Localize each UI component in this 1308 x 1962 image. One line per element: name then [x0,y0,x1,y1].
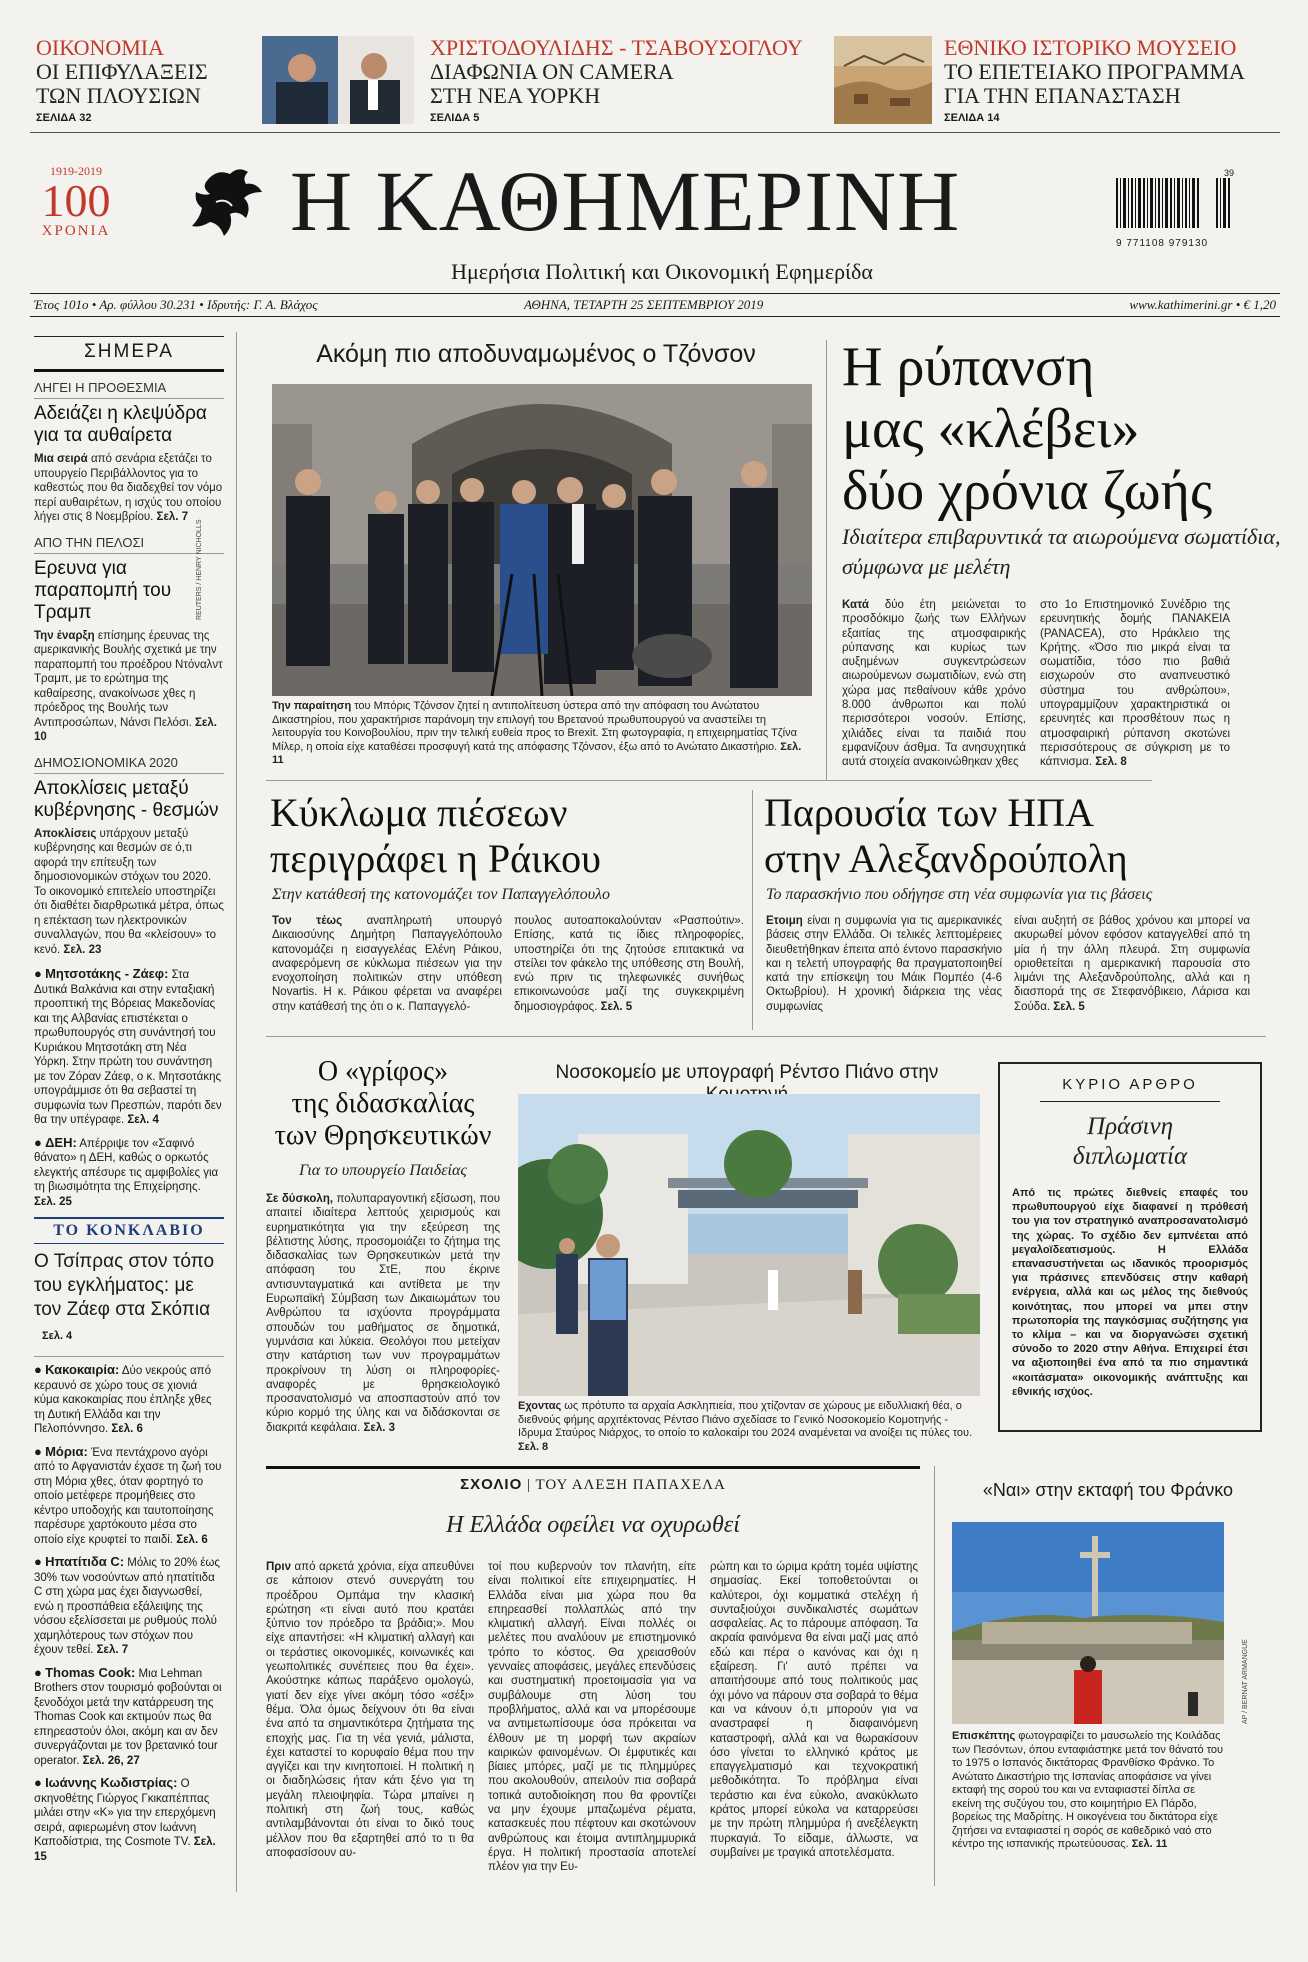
johnson-photo [272,384,812,696]
left-bullet-item[interactable] [34,1776,224,1864]
issue-info [34,297,1280,315]
bullet-text: Μόλις το 20% έως 30% των νοσούντων από ηπατίτιδα C στη χώρα μας έχει διαγνωσθεί, ενώ η προσπάθεια εξάλειψης της νόσου εξελίσσεται με ρυθμούς πολύ χαμηλότερους των στόχων που έχουν τεθεί. [34,1557,220,1656]
left-story-lead: Αποκλίσεις [34,827,97,840]
left-story-ref: Σελ. 7 [156,511,189,523]
franco-photo [952,1522,1224,1724]
usa-col-2 [1014,914,1250,1014]
bullet-lead: Κακοκαιρία: [45,1362,120,1377]
franco-caption-lead: Επισκέπτης [952,1730,1016,1742]
usa-headline-2: στην Αλεξανδρούπολη [764,836,1128,881]
johnson-caption-text: του Μπόρις Τζόνσον ζητεί η αντιπολίτευση ύστερα από την απόφαση του Ανώτατου Δικαστηρίου, που χαρακτήρισε παράνομη την επιλογή του Βρετανού πρωθυπουργού να αναστείλει τη λειτουργία του Κοινοβουλίου, πριν την τελική ευθεία προς το Brexit. Στη φωτογραφία, η επιχειρηματίας Τζίνα Μίλερ, η οποία είχε καταθέσει προσφυγή κατά της απόφασης Τζόνσον, έξω από το Ανώτατο Δικαστήριο. [272,700,797,753]
comment-col-1 [266,1560,474,1860]
hospital-caption-lead: Εχοντας [518,1400,562,1412]
raikou-col-1 [272,914,502,1014]
comment-col-2: τοί που κυβερνούν τον πλανήτη, είτε είναι πολιτικοί είτε επιχειρηματίες. Η Ελλάδα είναι μια χώρα που θα επηρεασθεί πολλαπλώς από την κλιματική αλλαγή. Είναι πολλές οι μελέτες που αναλύουν με επιστημονικό τρόπο το κόστος. Θα χρειασθούν γενναίες αποφάσεις, μεγάλες επενδύσεις και συστηματική προετοιμασία για να συμβάλουμε στη λύση του προβλήματος, αλλά και να μπορέσουμε να αντιμετωπίσουμε όσα πρόκειται να έλθουν με τη μορφή των ακραίων καιρικών φαινομένων. Οι έμφυτικές και βίαιες μπόρες, μαζί με τις πλημμύρες που ακολουθούν, απειλούν πια σοβαρά τοπικά αυτοδιοίκηση που θα φροντίζει να μην έχουμε μπαζωμένα ρέματα, κατασκευές που πέφτουν και σκοτώνουν ανθρώπους και έτοιμα αντιπλημμυρικά έργα. Η πολιτική προστασία αποτελεί πλέον για την Ευ- [488,1561,696,1874]
teaser-3-sub2: ΓΙΑ ΤΗΝ ΕΠΑΝΑΣΤΑΣΗ [944,83,1181,108]
editorial-title-1: Πράσινη [1087,1113,1173,1140]
left-story[interactable] [34,755,224,958]
bullet-icon: ● [34,966,42,981]
pollution-col-1-lead: Κατά [842,599,869,611]
teaser-3-title: ΕΘΝΙΚΟ ΙΣΤΟΡΙΚΟ ΜΟΥΣΕΙΟ [944,35,1237,60]
usa-col-1-text: είναι η συμφωνία για τις αμερικανικές βάσεις στην Ελλάδα. Οι τελικές λεπτομέρειες διευθετήθηκαν έπειτα από έντονο παρασκήνιο και η τελετή υπογραφής θα πραγματοποιηθεί κατά την επίσκεψη του Μάικ Πομπέο (4-6 Οκτωβρίου). Η χρονική διάρκεια της νέας συμφωνίας [766,915,1002,1013]
franco-kicker[interactable]: «Ναι» στην εκταφή του Φράνκο [982,1480,1234,1500]
usa-deck: Το παρασκήνιο που οδήγησε στη νέα συμφωνία για τις βάσεις [766,886,1153,903]
pollution-headline-3: δύο χρόνια ζωής [842,460,1213,522]
masthead-rule-bottom [30,316,1280,317]
bullet-text: Ο σκηνοθέτης Γιώργος Γκικαπέππας μιλάει στην «Κ» για την επερχόμενη σειρά, αφιερωμένη στον Ιωάννη Καποδίστρια, της Cosmote TV. [34,1778,216,1848]
comment-col-1-text: από αρκετά χρόνια, είχα απευθύνει σε κάποιον στενό συνεργάτη του προέδρου Ομπάμα την κλασική ερώτηση «τι είναι αυτό που κρατάει ξύπνιο τον πρόεδρο τα βράδια;». Μου είχε απαντήσει: «Η κλιματική αλλαγή και οι τεράστιες οικονομικές, κοινωνικές και γεωπολιτικές συνέπειες που θα έχει». Ακούστηκε κάπως παράξενο ομολογώ, γιατί δεν είχε γίνει ακόμη τόσο «σέξι» θέμα. Όλα όμως δείχνουν ότι θα είναι ένα από τα σημαντικότερα ζητήματα της εποχής μας. Για τη νέα γενιά, μάλιστα, έχει καταστεί το κορυφαίο θέμα που την αγγίζει και την κινητοποιεί. Η πολιτική η οι διαδηλώσεις ήταν κάτι ξένο για τη μεγάλη πλειοψηφία. Τώρα μπαίνει η πολιτική στη ζωή τους, καθώς αντιλαμβάνονται ότι είναι το δικό τους μέλλον που θα εξαρτηθεί από το τι θα αποφασίσουν αυ- [266,1561,474,1859]
teaser-2-page: ΣΕΛΙΔΑ 5 [430,112,480,124]
bullet-lead: Thomas Cook: [45,1664,136,1680]
left-bullet-item[interactable] [34,1666,224,1769]
left-story-body [34,629,224,745]
raikou-col-1-text: αναπληρωτή υπουργό Δικαιοσύνης Δημήτρη Παπαγγελόπουλο κατονομάζει η εισαγγελέας Ελένη Ράικου, αναφερόμενη σε κύκλωμα πιέσεων για την ενοχοποίηση πολιτικών στην υπόθεση Novartis. Η κ. Ράικου φέρεται να αναφέρει στην κατάθεσή της ότι ο κ. Παπαγγελό- [272,915,502,1013]
johnson-ref: Σελ. 11 [272,740,802,766]
left-bullets-2 [34,1363,224,1864]
anniversary-mark [36,164,116,240]
raikou-headline[interactable] [270,790,740,882]
left-story-headline: Αποκλίσεις μεταξύ κυβέρνησης - θεσμών [34,777,219,821]
left-story-text: υπάρχουν μεταξύ κυβέρνησης και θεσμών σε ό,τι αφορά την επίτευξη των δημοσιονομικών στόχων του 2020. Το οικονομικό επιτελείο υποστηρίζει ότι διαθέτει διαρθρωτικά μέτρα, όπως η επέκταση των ηλεκτρονικών συναλλαγών, που θα «κλείσουν» το κενό. [34,827,224,956]
comment-col-3: ρώπη και το ώριμα κράτη τομέα υψίστης σημασίας. Εκεί τοποθετούνται οι καλύτεροι, όχι κομματικά στελέχη ή συνταξιούχοι συνδικαλιστές σωμάτων ασφαλείας. Ας το πάρουμε απόφαση. Τα ακραία φαινόμενα θα είναι μαζί μας από εδώ και πέρα ο κανόνας και όχι η εξαίρεση. Γι' αυτό πρέπει να απαιτήσουμε από τους πολιτικούς μας όχι μόνο να πάρουν στα σοβαρά το θέμα και να κάνουν ό,τι μπορούν για να αναστραφεί η διαφαινόμενη καταστροφή, αλλά και να θωρακίσουν όσο γίνεται το ελληνικό κράτος με επαγγελματισμό και τεχνοκρατική μεθοδικότητα. Το πρόβλημα είναι τεράστιο και ένα εύκολο, ανακύκλωτο κράτος μπορεί εύκολα να καταρρεύσει με την πρώτη πλημμύρα ή ανεξέλεγκτη πυρκαγιά. Το είδαμε, άλλωστε, να συμβαίνει με τραγικά αποτελέσματα. [710,1561,918,1859]
left-story-body [34,827,224,958]
bullet-text: Απέρριψε τον «Σαφινό θάνατο» η ΔΕΗ, καθώς ο ορκωτός ελεγκτής απέσυρε τις αμφιβολίες για τη βιωσιμότητα της Επιχείρησης. [34,1137,219,1193]
editorial-title [1000,1112,1260,1172]
usa-headline[interactable] [764,790,1274,882]
konklavio-box[interactable] [34,1217,224,1357]
left-bullet-item[interactable] [34,1363,224,1437]
today-rule [34,336,224,337]
bullet-lead: Ιωάννης Κωδιστρίας: [45,1775,178,1790]
usa-col-2-text: είναι αυξητή σε βάθος χρόνου και μπορεί να ακυρωθεί μόνον εφόσον καταγγελθεί από τη μία ή την άλλη πλευρά. Στη συμφωνία οριοθετείται η αμερικανική παρουσία στο λιμάνι της Αλεξανδρούπολης, αλλά και η διασπορά της σε Στεφανόβικειο, Λάρισα και Σούδα. [1014,915,1250,1013]
bullet-lead: Μόρια: [45,1443,88,1459]
bullet-lead: ΔΕΗ: [45,1134,77,1150]
editorial-box[interactable] [998,1062,1262,1432]
konklavio-rule-2 [34,1243,224,1244]
anniversary-years: 1919-2019 [50,164,102,178]
center-divider-top [826,340,827,780]
johnson-caption [272,700,812,768]
pollution-col-2 [1040,598,1230,770]
religion-body [266,1192,500,1435]
teaser-divider [30,132,1280,133]
bullet-text: Δύο νεκρούς από κεραυνό σε χώρο τους σε χιονιά κύμα κακοκαιρίας που έπληξε χθες τη Δυτική Ελλάδα και την Πελοπόννησο. [34,1365,212,1435]
franco-photo-credit: AP / BERNAT ARMANGUE [1242,1639,1249,1724]
usa-col-1 [766,914,1002,1014]
religion-headline-1: Ο «γρίφος» [317,1056,449,1087]
left-story-text: επίσημης έρευνας της αμερικανικής Βουλής σχετικά με την παραπομπή του προέδρου Ντόναλντ Τραμπ, με το ερώτημα της καθαίρεσης, ανακοίνωσε χθες η πρόεδρος της Βουλής των Αντιπροσώπων, Νάνσι Πελόσι. [34,629,223,729]
editorial-title-2: διπλωματία [1072,1143,1188,1170]
editorial-label-rule [1040,1101,1220,1102]
pollution-col-1-text: δύο έτη μειώνεται το προσδόκιμο ζωής των Ελλήνων εξαιτίας της ατμοσφαιρικής ρύπανσης και κυρίως των αυξημένων συγκεντρώσεων αιωρούμενων σωματιδίων, ενώ στη χώρα μας πεθαίνουν κάθε χρόνο 8.000 άνθρωποι και πολύ περισσότεροι νοσούν. Επίσης, χιλιάδες είναι τα παιδιά που εμφανίζουν άσθμα. Τα ανησυχητικά αυτά στοιχεία ανακοινώθηκαν χθες [842,599,1026,769]
comment-top-rule [266,1466,920,1469]
raikou-headline-2: περιγράφει η Ράικου [270,836,601,881]
johnson-kicker[interactable]: Ακόμη πιο αποδυναμωμένος ο Τζόνσον [316,340,756,368]
bullet-icon: ● [34,1554,42,1569]
masthead-rule-top [30,293,1280,294]
comment-title[interactable]: Η Ελλάδα οφείλει να οχυρωθεί [446,1512,740,1538]
comment-author: ΤΟΥ ΑΛΕΞΗ ΠΑΠΑΧΕΛΑ [535,1477,726,1493]
pollution-col-1 [842,598,1026,770]
teaser-1-page: ΣΕΛΙΔΑ 32 [36,112,92,124]
pollution-ref: Σελ. 8 [1095,756,1127,769]
bullet-text: Στα Δυτικά Βαλκάνια και στην ενταξιακή προοπτική της Βόρειας Μακεδονίας και της Αλβανίας επιστέκεται ο πρωθυπουργός στη συνάντησή του Κυριάκου Μητσοτάκη στη Νέα Υόρκη. Στην πρώτη του συνάντηση με τον Ζόραν Ζάεφ, ο κ. Μητσοτάκης υπογράμμισε ότι θα σεβαστεί τη συμφωνία των Πρεσπών, παρότι δεν θα την υπέγραφε. [34,969,222,1126]
bullet-ref: Σελ. 6 [176,1533,208,1546]
editorial-label: ΚΥΡΙΟ ΑΡΘΡΟ [1062,1076,1198,1093]
rule-after-mid-stories [266,1036,1266,1037]
raikou-deck: Στην κατάθεσή της κατονομάζει τον Παπαγγελόπουλο [272,886,610,903]
left-story-kicker: ΛΗΓΕΙ Η ΠΡΟΘΕΣΜΙΑ [34,380,167,395]
bullet-ref: Σελ. 15 [34,1836,216,1863]
teaser-3[interactable] [944,36,1284,124]
issue-info-left: Έτος 101ο • Αρ. φύλλου 30.231 • Ιδρυτής: Γ. Α. Βλάχος [34,297,318,312]
bullet-ref: Σελ. 25 [34,1195,72,1208]
religion-headline-2: της διδασκαλίας [291,1088,475,1119]
comment-col-1-lead: Πριν [266,1561,292,1573]
bullet-lead: Μητσοτάκης - Ζάεφ: [45,966,169,981]
left-story-headline: Ερευνα για παραπομπή του Τραμπ [34,557,172,623]
bullet-ref: Σελ. 7 [96,1644,129,1656]
bullet-ref: Σελ. 6 [111,1423,143,1435]
hospital-caption-text: ως πρότυπο τα αρχαία Ασκληπιεία, που χτίζονταν σε χώρους με ειδυλλιακή θέα, ο διεθνούς φήμης αρχιτέκτονας Ρέντσο Πιάνο σχεδίασε το Γενικό Νοσοκομείο Κομοτηνής - Ιδρυμα Σταύρος Νιάρχος, το οποίο το καλοκαίρι του 2024 αναμένεται να ανοίξει τις πύλες του. [518,1400,973,1439]
barcode-number: 9 771108 979130 [1116,238,1209,249]
left-story-ref: Σελ. 10 [34,716,217,743]
teaser-1-sub1: ΟΙ ΕΠΙΦΥΛΑΞΕΙΣ [36,59,208,84]
barcode-top-number: 39 [1223,168,1234,178]
left-column-divider [236,332,237,1892]
left-bullets-1 [34,967,224,1209]
raikou-col-1-lead: Τον τέως [272,915,343,927]
left-story-lead: Μια σειρά [34,453,88,465]
anniversary-number: 100 [41,175,111,226]
griffin-logo-icon [186,162,270,246]
left-story-kicker: ΔΗΜΟΣΙΟΝΟΜΙΚΑ 2020 [34,754,178,770]
teaser-2[interactable] [430,36,810,124]
left-bullet-item[interactable] [34,1445,224,1548]
johnson-caption-lead: Την παραίτηση [272,700,352,712]
barcode [1116,168,1234,252]
religion-headline[interactable] [266,1056,500,1152]
left-bullet-item[interactable] [34,967,224,1128]
teaser-2-sub2: ΣΤΗ ΝΕΑ ΥΟΡΚΗ [430,83,601,108]
pollution-deck: Ιδιαίτερα επιβαρυντικά τα αιωρούμενα σωματίδια, σύμφωνα με μελέτη [842,524,1281,579]
masthead-subtitle: Ημερήσια Πολιτική και Οικονομική Εφημερίδα [451,259,873,284]
left-story-headline: Αδειάζει η κλεψύδρα για τα αυθαίρετα [34,403,207,446]
left-items [34,380,224,957]
hospital-ref: Σελ. 8 [518,1440,549,1453]
religion-headline-3: των Θρησκευτικών [274,1120,492,1151]
issue-date: ΑΘΗΝΑ, ΤΕΤΑΡΤΗ 25 ΣΕΠΤΕΜΒΡΙΟΥ 2019 [524,297,764,312]
bullet-lead: Ηπατίτιδα C: [45,1554,125,1569]
franco-ref: Σελ. 11 [1131,1838,1168,1850]
teaser-2-sub1: ΔΙΑΦΩΝΙΑ ΟΝ CAMERA [430,59,674,84]
issue-info-right[interactable]: www.kathimerini.gr • € 1,20 [1129,297,1276,312]
bullet-icon: ● [34,1134,42,1150]
teaser-2-title: ΧΡΙΣΤΟΔΟΥΛΙΔΗΣ - ΤΣΑΒΟΥΣΟΓΛΟΥ [430,35,803,60]
left-story-text: από σενάρια εξετάζει το υπουργείο Περιβάλλοντος για το καθεστώς που θα διαδεχθεί τον νόμο περί αυθαιρέτων, η ισχύς του οποίου λήγει στις 8 Νοεμβρίου. [34,453,223,523]
left-bullet-item[interactable] [34,1555,224,1658]
usa-col-1-lead: Ετοιμη [766,915,803,927]
pollution-col-2-text: στο 1ο Επιστημονικό Συνέδριο της ερευνητικής δομής ΠΑΝΑΚΕΙΑ (PANACEA), στο Ηράκλειο της Κρήτης. «Όσο πιο μικρά είναι τα σωματίδια, τόσο πιο βαθιά εισχωρούν στο αναπνευστικό σύστημα του ανθρώπου», υπογραμμίζουν χαρακτηριστικά οι ερευνητές και προσθέτουν πως η ατμοσφαιρική ρύπανση σκοτώνει περισσότερους σε σύγκριση με το κάπνισμα. [1040,599,1230,769]
religion-deck: Για το υπουργείο Παιδείας [299,1162,467,1179]
left-story-kicker: ΑΠΟ ΤΗΝ ΠΕΛΟΣΙ [34,534,145,550]
left-story-kicker-rule [34,398,224,399]
konklavio-rule [34,1217,224,1219]
franco-caption [952,1730,1224,1852]
anniversary-word: ΧΡΟΝΙΑ [41,223,111,239]
religion-lead: Σε δύσκολη, [266,1193,334,1205]
teaser-3-sub1: ΤΟ ΕΠΕΤΕΙΑΚΟ ΠΡΟΓΡΑΜΜΑ [944,59,1245,84]
raikou-usa-divider [752,790,753,1030]
teaser-1-sub2: ΤΩΝ ΠΛΟΥΣΙΩΝ [36,83,201,108]
bullet-ref: Σελ. 4 [127,1114,159,1126]
comment-franco-divider [934,1466,935,1886]
bullet-text: Ένα πεντάχρονο αγόρι από το Αφγανιστάν έχασε τη ζωή του στη Μόρια χθες, όταν φορτηγό το οποίο μετέφερε προμήθειες στο κέντρο υποδοχής και ταυτοποίησης παρέσυρε χαρτόκουτο μέσα στο οποίο είχε κρυφτεί το παιδί. [34,1446,222,1546]
franco-caption-text: φωτογραφίζει το μαυσωλείο της Κοιλάδας των Πεσόντων, όπου ενταφιάστηκε μετά τον θάνατό του το 1975 ο Ισπανός δικτάτορας Φρανθίσκο Φράνκο. Το Ανώτατο Δικαστήριο της Ισπανίας αποφάσισε να γίνει εκταφή της σορού του και να ενταφιαστεί δίπλα σε εκείνη της συζύγου του, στο κοιμητήριο Ελ Πάρδο, βορείως της Μαδρίτης. Η οικογένεια του δικτάτορα είχε ζητήσει να ενταφιαστεί η σορός σε καθεδρικό ναό στο κέντρο της ισπανικής πρωτεύουσας. [952,1730,1224,1850]
raikou-col-2-text: πουλος αυτοαποκαλούνταν «Ρασπούτιν». Επίσης, κατά τις ίδιες πληροφορίες, υποστηρίζει ότι της ζητούσε επιτακτικά να στείλει τον φάκελο της υπόθεσης στη Βουλή, ενώ πριν τις τηλεφωνικές συνήθως επικοινωνούσε μαζί της συγκεκριμένη δημοσιογράφος. [514,915,744,1013]
comment-label: ΣΧΟΛΙΟ [460,1476,523,1493]
konklavio-ref: Σελ. 4 [42,1330,73,1342]
raikou-col-2 [514,914,744,1014]
usa-ref: Σελ. 5 [1053,1000,1085,1013]
today-rule-thick [34,369,224,372]
raikou-headline-1: Κύκλωμα πιέσεων [270,790,568,835]
teaser-2-photo [262,36,414,124]
pollution-headline-2: μας «κλέβει» [842,398,1140,460]
left-bullet-item[interactable] [34,1136,224,1210]
bullet-icon: ● [34,1362,42,1377]
konklavio-headline-text: Ο Τσίπρας στον τόπο του εγκλήματος: με τον Ζάεφ στα Σκόπια [34,1251,215,1320]
religion-ref: Σελ. 3 [363,1421,396,1434]
konklavio-headline [34,1250,224,1348]
hospital-photo [518,1094,980,1396]
left-story-kicker-rule [34,773,224,774]
bullet-icon: ● [34,1443,42,1459]
hospital-kicker[interactable]: Νοσοκομείο με υπογραφή Ρέντσο Πιάνο στην [555,1062,939,1083]
editorial-body: Από τις πρώτες διεθνείς επαφές του πρωθυπουργού είχε διαφανεί η πρόθεσή του για τον στρατηγικό αναπροσανατολισμό της χώρας. Το σχέδιο δεν εμπνέεται από μεγαλοϊδεατισμούς. Η Ελλάδα επανασυστήνεται ως ιδανικός προορισμός για πράσινες επενδύσεις στην καθαρή ενέργεια, αλλά και ως μέλος της διεθνούς κοινότητας, που μπορεί να μπει στην πρωτοπορία της παγκόσμιας συζήτησης για το κλίμα – και να διοργανώσει σχετική σύνοδο το 2020 στην Αθήνα. Επιχειρεί έτσι να αξιοποιηθεί ένα από τα πιο σημαντικά «κοιτάσματα» οικονομικής ανάπτυξης και εθνικής ισχύος. [1012,1187,1248,1398]
masthead-title: Η ΚΑΘΗΜΕΡΙΝΗ [290,153,961,249]
teaser-3-photo [834,36,932,124]
teaser-1-title: ΟΙΚΟΝΟΜΙΑ [36,35,165,60]
left-story-lead: Την έναρξη [34,629,95,642]
teaser-1[interactable] [36,36,236,124]
teaser-3-page: ΣΕΛΙΔΑ 14 [944,112,1000,124]
bullet-text: Μια Lehman Brothers στον τουρισμό φοβούνται οι ξενοδόχοι μετά την κατάρρευση της Thomas Cook και εκτιμούν πως θα επηρεαστούν όλοι, ακόμη και αν δεν συνεργάζονται με τον βρετανικό tour operator. [34,1667,222,1767]
bullet-ref: Σελ. 26, 27 [82,1754,140,1767]
konklavio-label: ΤΟ ΚΟΝΚΛΑΒΙΟ [53,1222,205,1239]
bullet-icon: ● [34,1775,42,1790]
comment-separator: | [527,1477,536,1493]
religion-text: πολυπαραγοντική εξίσωση, που απαιτεί ιδιαίτερα λεπτούς χειρισμούς και ευρηματικότητα για την εξεύρεση της βέλτιστης λύσης, προσομοιάζει το ζήτημα της διδασκαλίας των Θρησκευτικών μετά την απόφαση του ΣτΕ, που έκρινε αντισυνταγματικά και αντίθετα με την Ευρωπαϊκή Σύμβαση των Δικαιωμάτων του Ανθρώπου τα ισχύοντα προγράμματα σπουδών του μαθήματος σε δημοτικά, γυμνάσια και λύκεια. Θεολόγοι που μετείχαν στην κατάρτιση των νυν προγραμμάτων προκρίνουν τη λύση οι πληροφορίες-αναφορές με θρησκειολογικό προσανατολισμό να αποσπαστούν από τον κύριο κορμό της ύλης και να διδάσκονται σε διακριτά κεφάλαια. [266,1193,500,1434]
raikou-ref: Σελ. 5 [600,1000,633,1013]
pollution-headline-1: Η ρύπανση [842,336,1095,398]
johnson-photo-credit: REUTERS / HENRY NICHOLLS [196,519,203,620]
pollution-headline[interactable] [842,336,1282,522]
usa-headline-1: Παρουσία των ΗΠΑ [764,790,1095,835]
comment-header [266,1476,920,1494]
barcode-bars [1116,172,1234,238]
hospital-caption [518,1400,980,1454]
konklavio-rule-3 [34,1356,224,1357]
today-label: ΣΗΜΕΡΑ [84,341,174,362]
rule-after-top-stories [266,780,1152,781]
left-story-ref: Σελ. 23 [63,943,102,956]
bullet-icon: ● [34,1664,42,1680]
